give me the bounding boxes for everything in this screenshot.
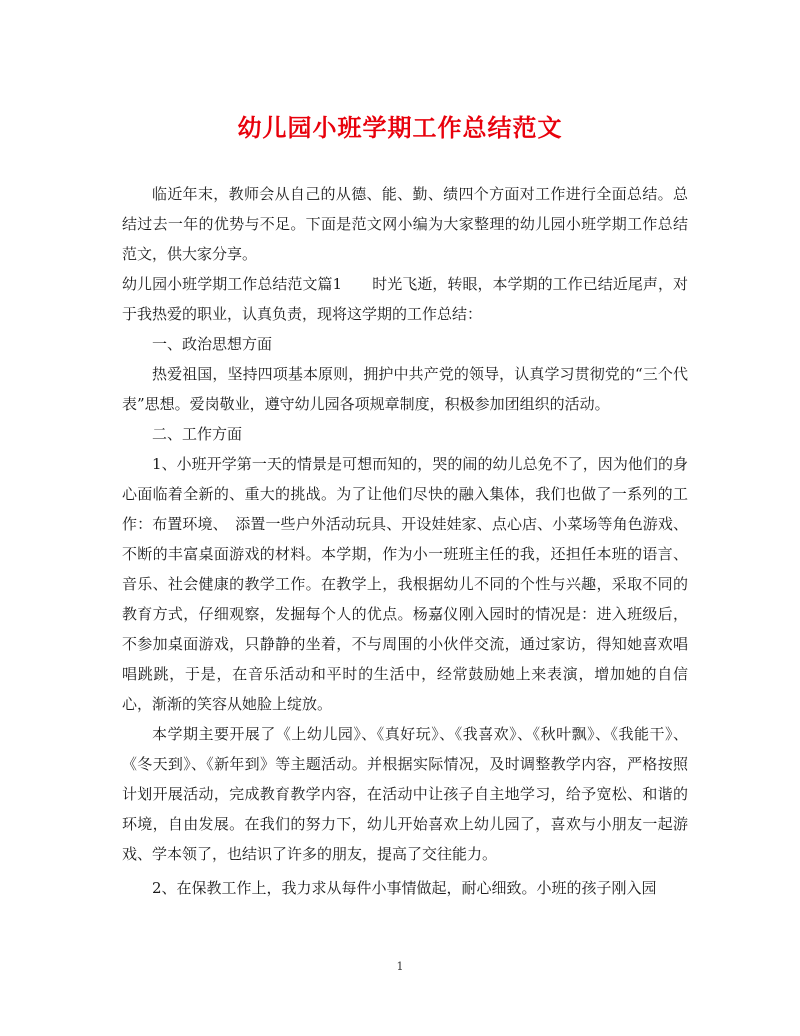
page-number: 1: [396, 960, 404, 973]
document-body: [122, 179, 688, 903]
themes-paragraph: 本学期主要开展了《上幼儿园》、《真好玩》、《我喜欢》、《秋叶飘》、《我能干》、《冬天到》、《新年到》等主题活动。并根据实际情况，及时调整教学内容，严格按照计划开展活动，完成教育教学内容，在活动中让孩子自主地学习，给予宽松、和谐的环境，自由发展。在我们的努力下，幼儿开始喜欢上幼儿园了，喜欢与小朋友一起游戏、学本领了，也结识了许多的朋友，提高了交往能力。: [122, 725, 688, 863]
heading-work: 二、工作方面: [152, 425, 243, 443]
section-lead-paragraph: 幼儿园小班学期工作总结范文篇1 时光飞逝，转眼，本学期的工作已结近尾声，对于我热爱的职业，认真负责，现将这学期的工作总结：: [122, 275, 688, 323]
political-paragraph: 热爱祖国，坚持四项基本原则，拥护中共产党的领导，认真学习贯彻党的“三个代表”思想。爱岗敬业，遵守幼儿园各项规章制度，积极参加团组织的活动。: [122, 365, 688, 413]
work-paragraph-1: 1、小班开学第一天的情景是可想而知的，哭的闹的幼儿总免不了，因为他们的身心面临着全新的、重大的挑战。为了让他们尽快的融入集体，我们也做了一系列的工作：布置环境、 添置一些户外活动玩具、开设娃娃家、点心店、小菜场等角色游戏、不断的丰富桌面游戏的材料。本学期，作为小一班班主任的我，还担任本班的语言、音乐、社会健康的教学工作。在教学上，我根据幼儿不同的个性与兴趣，采取不同的教育方式，仔细观察，发掘每个人的优点。杨嘉仪刚入园时的情况是：进入班级后，不参加桌面游戏，只静静的坐着，不与周围的小伙伴交流，通过家访，得知她喜欢唱唱跳跳，于是，在音乐活动和平时的生活中，经常鼓励她上来表演，增加她的自信心，渐渐的笑容从她脸上绽放。: [122, 455, 688, 713]
heading-political: 一、政治思想方面: [152, 335, 273, 353]
document-title: 幼儿园小班学期工作总结范文: [237, 113, 563, 142]
work-paragraph-2: 2、在保教工作上，我力求从每件小事情做起，耐心细致。小班的孩子刚入园: [152, 879, 657, 897]
intro-paragraph: 临近年末，教师会从自己的从德、能、勤、绩四个方面对工作进行全面总结。总结过去一年的优势与不足。下面是范文网小编为大家整理的幼儿园小班学期工作总结范文，供大家分享。: [122, 185, 688, 263]
